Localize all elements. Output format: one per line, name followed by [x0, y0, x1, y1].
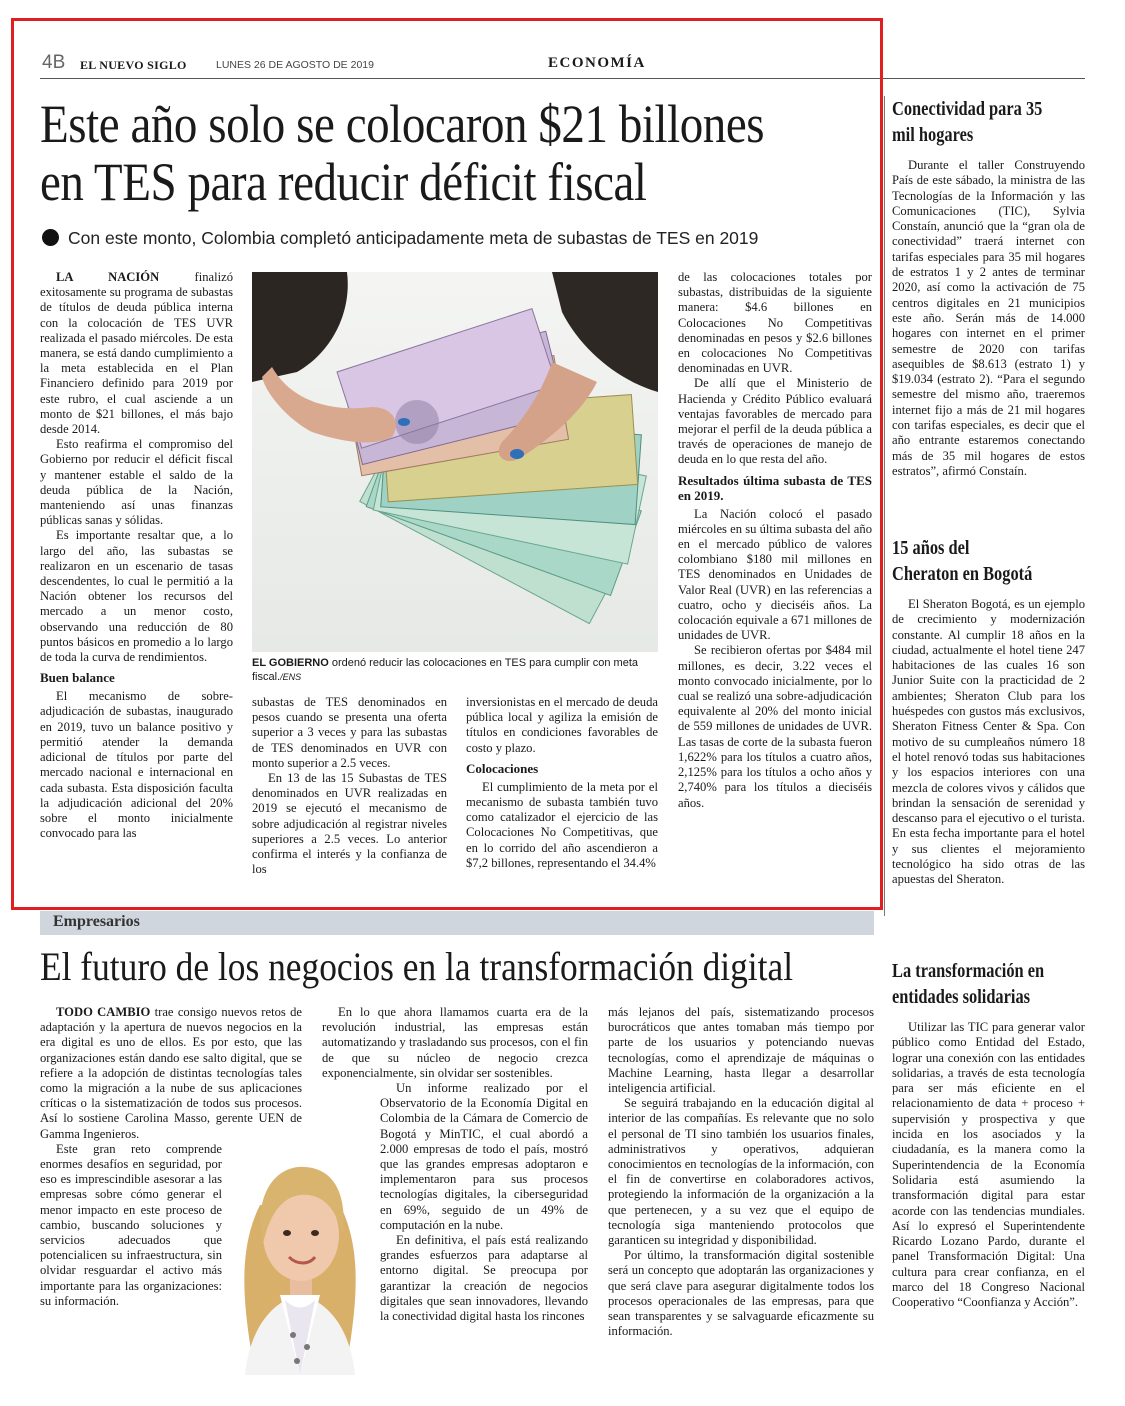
sidebar-divider — [884, 96, 885, 916]
main-col-2: subastas de TES denominados en pesos cuando se presenta una oferta superior a 3 veces y para las subastas de TES denominados en UVR con monto superior a 2.5 veces. En 13 de las 15 Subastas de TES denominados en UVR realizadas en 2019 se ejecutó el mecanismo de sobre adjudicación al registrar niveles superiores a 2.5 veces. Lo anterior confirma el interés y la confianza de los — [252, 695, 447, 877]
second-col-3: más lejanos del país, sistematizando procesos burocráticos que antes tomaban más tiempo por parte de los usuarios y potenciando nuevas tecnologías, como el aprendizaje de máquinas o Machine Learning, hasta llegar a desarrollar inteligencia artificial. Se seguirá trabajando en la educación digital al interior de las compañías. Es relevante que no solo el personal de TI sino también los usuarios finales, administrativos y operativos, adquieran conocimientos en tecnologías de la información, con el fin de convertirse en colaboradores activos, protegiendo la información de la organización a la que pertenecen, y a su vez que el equipo de tecnología siga manteniendo protocolos que garanticen su integridad y disponibilidad. Por último, la transformación digital sostenible será un concepto que adoptarán las organizaciones y que será clave para asegurar digitalmente todos los procesos operacionales de las empresas, para que sean transparentes y se salvaguarde eficazmente su información. — [608, 1005, 874, 1339]
subheading-buen-balance: Buen balance — [40, 670, 115, 686]
main-col-3: inversionistas en el mercado de deuda pública local y agiliza la emisión de títulos en condiciones favorables de costo y plazo. Colocaciones El cumplimiento de la meta por el mecanismo de subasta también tuvo como catalizador el ejercicio de las Colocaciones No Competitivas, que en lo corrido del año ascendieron a $7,2 billones, representando el 34.4% — [466, 695, 658, 870]
main-headline-line2: en TES para reducir déficit fiscal — [40, 152, 647, 212]
second-headline: El futuro de los negocios en la transformación digital — [40, 944, 794, 989]
brief-text-solidarias: Utilizar las TIC para generar valor público como Entidad del Estado, lograr una conexión con las entidades solidarias, a través de esta tecnología para ser más eficiente en el relacionamiento de data + proceso + supervisión y prospectiva y que incida en los asociados y la ciudadanía, es la manera como la Superintendencia de la Economía Solidaria está asumiendo la transformación digital para estar acorde con las tendencias mundiales. Así lo expresó el Superintendente Ricardo Lozano Pardo, durante el panel Transformación Digital: Una cultura para crear confianza, en el marco del 18 Congreso Nacional Cooperativo “Coonfianza y Acción”. — [892, 1020, 1085, 1310]
folio-bar — [40, 50, 1085, 79]
main-col-4: de las colocaciones totales por subastas, distribuidas de la siguiente manera: $4.6 billones en Colocaciones No Competitivas denominadas en pesos y $2.6 billones en colocaciones No Competitivas denominadas en UVR. De allí que el Ministerio de Hacienda y Crédito Público evaluará ventajas favorables de mercado para mejorar el perfil de la deuda pública a través de operaciones de manejo de deuda en lo que resta del año. Resultados última subasta de TES en 2019. La Nación colocó el pasado miércoles en su última subasta del año en el mercado público de valores colombiano $180 mil millones en TES denominados en Unidades de Valor Real (UVR) en las referencias a cuatro, ocho y dieciséis años. La colocación equivale a 671 millones de unidades de UVR. Se recibieron ofertas por $484 mil millones, es decir, 3.22 veces el monto convocado inicialmente, por lo cual se realizó una sobre-adjudicación equivalente al 20% del monto inicial de 559 millones de unidades de UVR. Las tasas de corte de la subasta fueron 1,622% para los títulos a cuatro años, 2,125% para los títulos a ocho años y 2,740% para los títulos a dieciséis años. — [678, 270, 872, 810]
subheading-colocaciones: Colocaciones — [466, 760, 539, 776]
second-col-2: En lo que ahora llamamos cuarta era de la revolución industrial, las empresas están automatizando y trasladando sus procesos, con el fin de que su núcleo de negocio crezca exponencialmente, sin olvidar ser sostenibles. Un informe realizado por el Observatorio de la Economía Digital en Colombia de la Cámara de Comercio de Bogotá y MinTIC, el cual abordó a 2.000 empresas de todo el país, mostró que las grandes empresas adoptaron e implementaron para sus procesos tecnologías digitales, la ciberseguridad en 69%, seguido de un 49% de computación en la nube. En definitiva, el país está realizando grandes esfuerzos para adaptarse al entorno digital. Se preocupa por garantizar la creación de negocios digitales que sean innovadores, llevando la conectividad digital hasta los rincones — [322, 1005, 588, 1324]
subhead-text: Con este monto, Colombia completó anticipadamente meta de subastas de TES en 2019 — [68, 228, 759, 248]
brief-title-sheraton: 15 años del Cheraton en Bogotá — [892, 537, 1033, 585]
brief-title-conectividad: Conectividad para 35 mil hogares — [892, 98, 1043, 146]
brief-text-sheraton: El Sheraton Bogotá, es un ejemplo de crecimiento y modernización constante. Al cumplir 18 años en la ciudad, actualmente el hotel tiene 247 habitaciones de las cuales 16 son Junior Suite con la practicidad de 2 ambientes; Sheraton Club para los huéspedes con gustos más exclusivos, Sheraton Fitness Center & Spa. Con motivo de su cumpleaños número 18 el hotel renovó todas sus habitaciones y los espacios interiores con una mezcla de colores vivos y cálidos que brindan la sensación de serenidad y descanso para el ejecutivo o el turista. En esta fecha importante para el hotel y sus clientes el mejoramiento tecnológico ha sido otras de las apuestas del Sheraton. — [892, 597, 1085, 887]
money-illustration — [252, 272, 658, 652]
photo-caption: EL GOBIERNO ordenó reducir las colocaciones en TES para cumplir con meta fiscal./ENS — [252, 657, 638, 683]
page-number: 4B — [42, 52, 66, 73]
brief-title-solidarias: La transformación en entidades solidarias — [892, 960, 1045, 1008]
main-headline-line1: Este año solo se colocaron $21 billones — [40, 94, 765, 154]
main-col-1: LA NACIÓN finalizó exitosamente su programa de subastas de títulos de deuda pública interna con la colocación de TES UVR realizada el pasado miércoles. De esta manera, se está dando cumplimiento a la meta establecida en el Plan Financiero definido para 2019 por este rubro, el cual asciende a un monto de $21 billones, el más bajo desde 2014. Esto reafirma el compromiso del Gobierno por reducir el déficit fiscal y mantener estable el saldo de la deuda pública de la Nación, manteniendo así unas finanzas públicas sanas y sólidas. Es importante resaltar que, a lo largo del año, las subastas se realizaron en un escenario de tasas descendentes, lo cual le permitió a la Nación obtener los recursos del mercado a un menor costo, observando una reducción de 80 puntos básicos en promedio a lo largo de toda la curva de rendimientos. Buen balance El mecanismo de sobre-adjudicación de subastas, inaugurado en 2019, tuvo un balance positivo y permitió atender la demanda adicional de títulos por parte del mercado nacional e internacional en cada subasta. Esta disposición faculta la adjudicación adicional del 20% sobre el monto inicialmente convocado para las — [40, 270, 233, 841]
subheading-resultados: Resultados última subasta de TES en 2019. — [678, 472, 872, 503]
subhead — [42, 228, 872, 249]
lead-word: LA NACIÓN — [56, 270, 160, 284]
bullet-icon — [42, 229, 59, 246]
brief-text-conectividad: Durante el taller Construyendo País de este sábado, la ministra de las Tecnologías de la Información y las Comunicaciones (TIC), Sylvia Constaín, anunció que la “gran ola de conectividad” traerá internet con tarifas especiales para 35 mil hogares de estratos 1 y 2 antes de terminar 2020, así como la activación de 75 centros digitales en 21 municipios este año. Serán más de 14.000 hogares con internet en el primer semestre de 2020 con tarifas asequibles de $8.613 (estrato 1) y $19.034 (estrato 2). “Para el segundo semestre del mismo año, traeremos internet fijo a más de 21 mil hogares con tarifas especiales, es decir que el año entrante estaremos conectando más de 35 mil hogares de estos estratos”, afirmó Constaín. — [892, 158, 1085, 478]
issue-date: LUNES 26 DE AGOSTO DE 2019 — [216, 59, 374, 71]
second-col-1: TODO CAMBIO trae consigo nuevos retos de adaptación y la apertura de nuevos negocios en la era digital es uno de ellos. Es por esto, que las organizaciones están dando ese salto digital, que se refiere a la adopción de distintas tecnologías tales como la migración a la nube de sus aplicaciones críticas o la sistematización de todos sus procesos. Así lo sostiene Carolina Masso, gerente UEN de Gamma Ingenieros. Este gran reto comprende enormes desafíos en seguridad, por eso es imprescindible asesorar a las empresas sobre cómo generar el menor impacto en este proceso de cambio, buscando soluciones y servicios adecuados que potencialicen su infraestructura, sin olvidar resguardar el activo más importante para las organizaciones: su información. — [40, 1005, 302, 1308]
photo-money — [252, 272, 658, 652]
newspaper-name: EL NUEVO SIGLO — [80, 58, 187, 72]
section-band — [40, 911, 874, 935]
section-name: ECONOMÍA — [548, 55, 646, 71]
section-label: Empresarios — [53, 913, 140, 930]
